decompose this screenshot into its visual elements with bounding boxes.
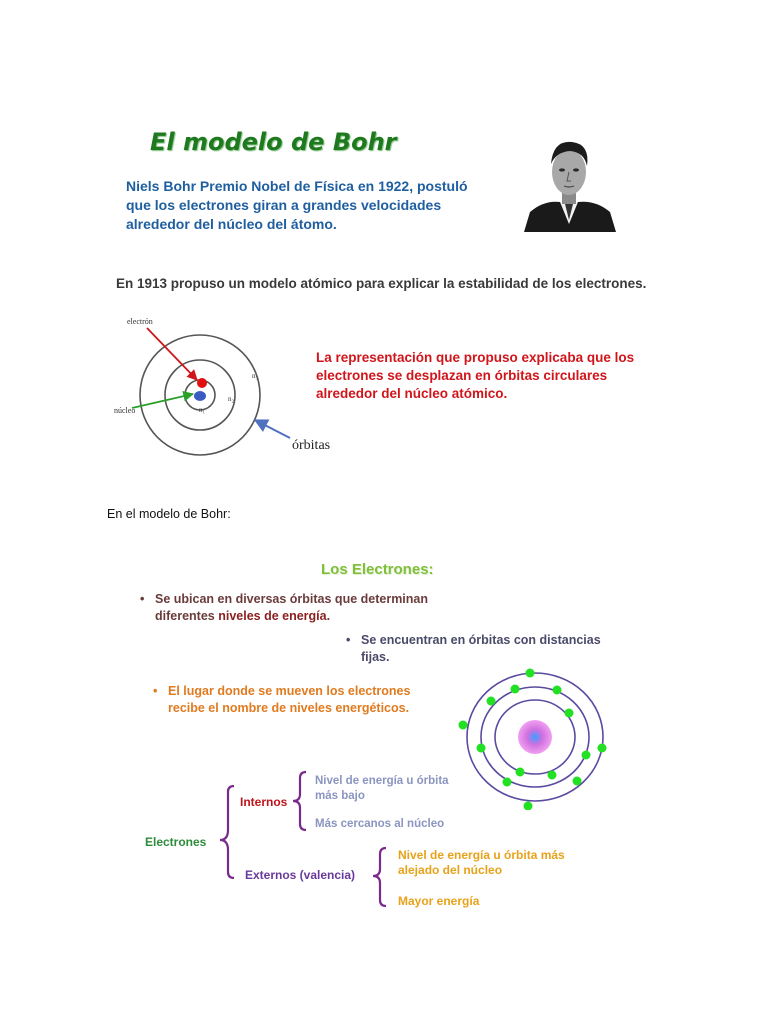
bullet-text: El lugar donde se mueven los electrones recibe el nombre de niveles energéticos. bbox=[168, 684, 411, 715]
bullet-highlight: niveles de energía bbox=[218, 609, 327, 623]
nucleus-arrow bbox=[132, 394, 193, 408]
label-internos-cercanos: Más cercanos al núcleo bbox=[315, 818, 445, 830]
bullet-orbits-levels bbox=[140, 591, 445, 625]
label-electrones: Electrones bbox=[145, 835, 207, 849]
electron-dot bbox=[526, 669, 535, 678]
nucleus bbox=[518, 720, 552, 754]
electron-label: electrón bbox=[127, 317, 153, 326]
electron-dot bbox=[598, 744, 607, 753]
bullet-suffix: . bbox=[326, 609, 331, 623]
bullet-dot: • bbox=[153, 684, 158, 698]
electron-dot bbox=[511, 685, 520, 694]
label-externos-nivel: Nivel de energía u órbita más alejado del núcleo bbox=[398, 848, 565, 877]
n1-label: n₁ bbox=[199, 406, 205, 414]
electron-dot bbox=[459, 721, 468, 730]
history-line-1913: En 1913 propuso un modelo atómico para explicar la estabilidad de los electrones. bbox=[116, 276, 647, 291]
brace-electrones bbox=[220, 786, 234, 878]
label-internos-nivel: Nivel de energía u órbita más bajo bbox=[315, 775, 449, 802]
model-heading: En el modelo de Bohr: bbox=[107, 507, 231, 521]
orbits-arrow bbox=[255, 420, 290, 438]
bullet-dot: • bbox=[346, 633, 351, 647]
electron bbox=[197, 378, 207, 388]
bohr-portrait bbox=[520, 134, 618, 232]
bullet-energy-levels bbox=[153, 683, 448, 717]
electron-dot bbox=[487, 697, 496, 706]
label-internos: Internos bbox=[240, 795, 288, 809]
nucleus-label: núcleo bbox=[114, 406, 136, 415]
bullet-text: Se ubican en diversas órbitas que determinan diferentes bbox=[155, 592, 429, 623]
electron-dot bbox=[553, 686, 562, 695]
electron-dot bbox=[565, 709, 574, 718]
brace-internos bbox=[293, 772, 306, 830]
page-title: El modelo de Bohr bbox=[150, 128, 397, 156]
n3-label: n₃ bbox=[252, 372, 258, 380]
bullet-dot: • bbox=[140, 592, 145, 606]
brace-externos bbox=[373, 848, 386, 906]
label-externos-energia: Mayor energía bbox=[398, 894, 480, 908]
bullet-text: Se encuentran en órbitas con distancias fijas. bbox=[361, 633, 601, 664]
n2-label: n₂ bbox=[228, 395, 234, 403]
orbitas-label: órbitas bbox=[292, 438, 331, 453]
intro-paragraph: Niels Bohr Premio Nobel de Física en 1922, postuló que los electrones giran a grandes velocidades alrededor del núcleo del átomo. bbox=[126, 178, 468, 232]
bullet-fixed-distances bbox=[346, 632, 621, 666]
label-externos: Externos (valencia) bbox=[245, 868, 356, 882]
section-title-electrones: Los Electrones: bbox=[321, 561, 434, 578]
representation-text: La representación que propuso explicaba que los electrones se desplazan en órbitas circulares alrededor del núcleo atómico. bbox=[316, 350, 635, 401]
electron-dot bbox=[582, 751, 591, 760]
nucleus bbox=[194, 391, 206, 401]
electron-dot bbox=[477, 744, 486, 753]
